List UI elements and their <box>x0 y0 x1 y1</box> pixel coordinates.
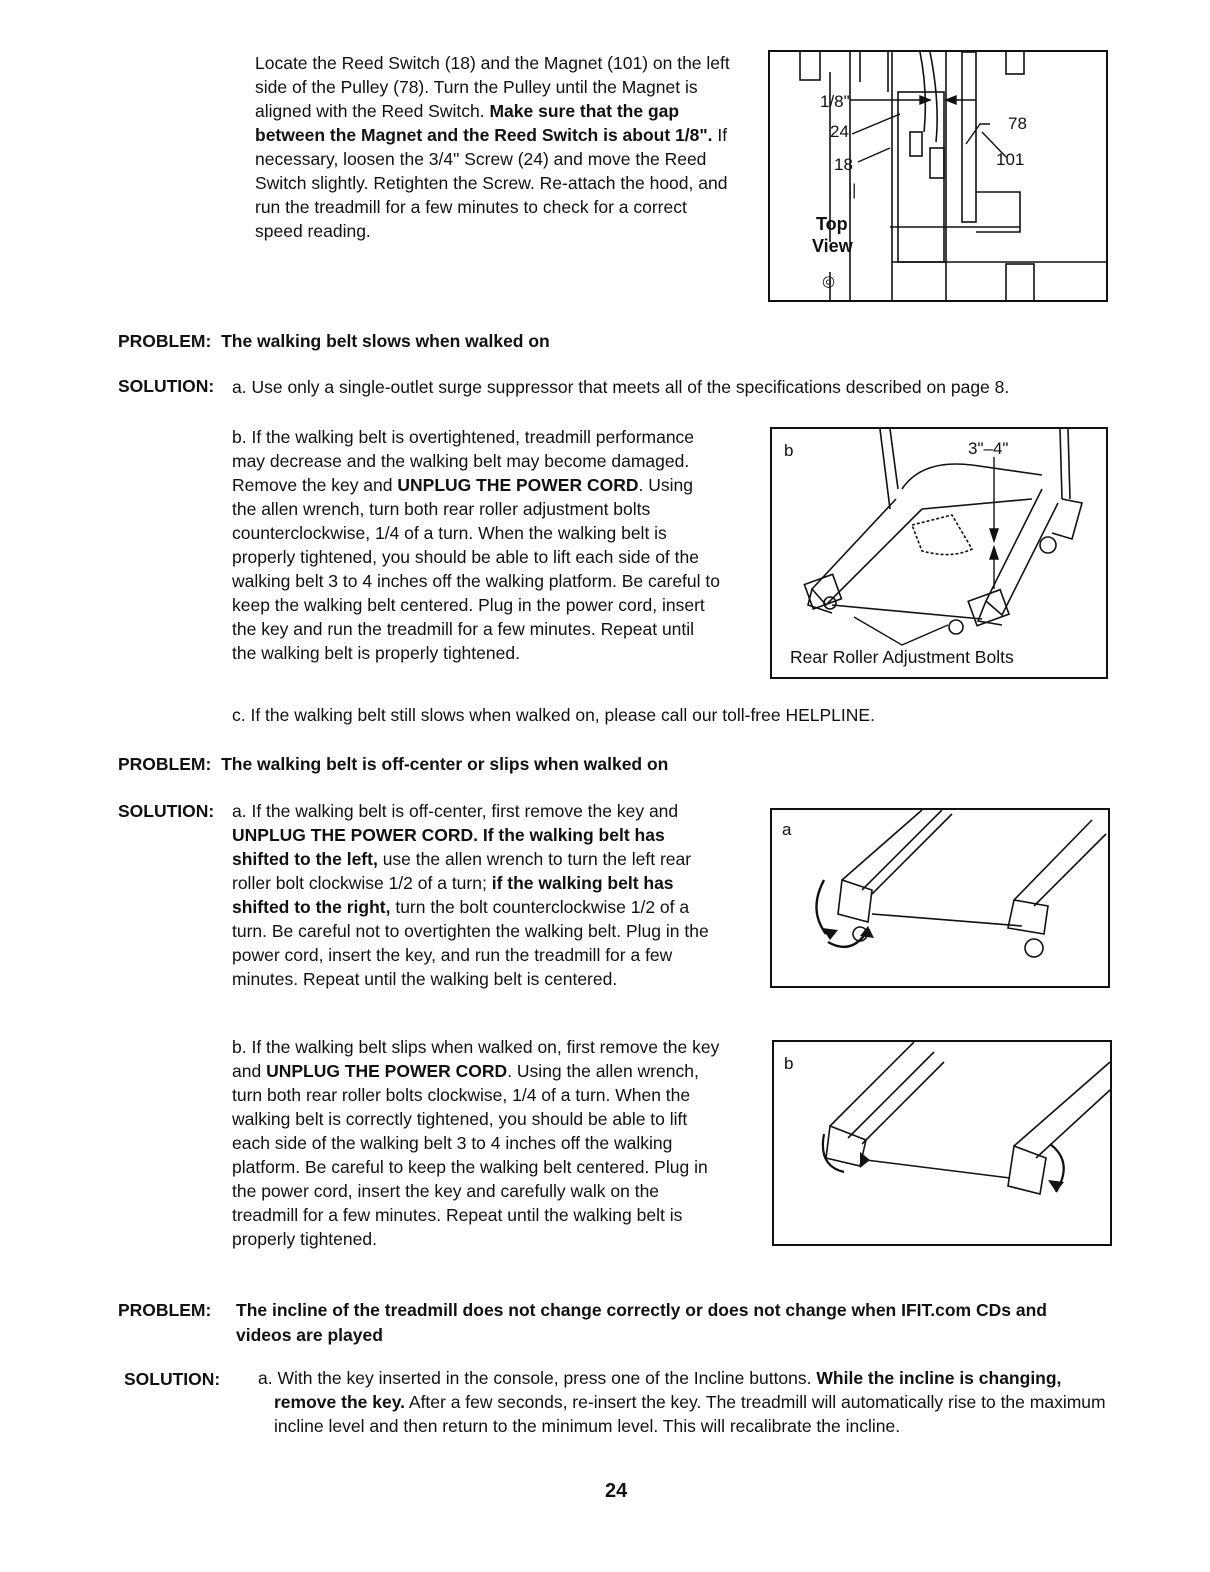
figure-letter-a: a <box>782 820 792 839</box>
problem3-label: PROBLEM: <box>118 1300 212 1320</box>
problem2-solution-label: SOLUTION: <box>118 801 215 821</box>
intro-paragraph: Locate the Reed Switch (18) and the Magnet (101) on the left side of the Pulley (78). Turn the Pulley until the Magnet is aligned with the Reed Switch. Make sure that the gap between the Magnet and the Reed Switch is about 1/8". If necessary, loosen the 3/4" Screw (24) and move the Reed Switch slightly. Retighten the Screw. Re-attach the hood, and run the treadmill for a few minutes to check for a correct speed reading. <box>255 53 730 241</box>
rear-roller-caption: Rear Roller Adjustment Bolts <box>790 647 1014 667</box>
problem2-heading: PROBLEM: The walking belt is off-center or slips when walked on <box>118 754 669 774</box>
reed-switch-label: 18 <box>834 155 853 174</box>
problem1-solution-label: SOLUTION: <box>118 376 215 396</box>
problem2-step-a: a. If the walking belt is off-center, first remove the key and UNPLUG THE POWER CORD. If the walking belt has shifted to the left, use the allen wrench to turn the left rear roller bolt clockwise 1/2 of a turn; if the walking belt has shifted to the right, turn the bolt counterclockwise 1/2 of a turn. Be careful not to overtighten the walking belt. Plug in the power cord, insert the key, and run the treadmill for a few minutes. Repeat until the walking belt is centered. <box>232 801 709 989</box>
part-symbol: ◎ <box>822 273 836 290</box>
problem1-step-c: c. If the walking belt still slows when walked on, please call our toll-free HELPLINE. <box>232 705 875 725</box>
figure-letter-b2: b <box>784 1054 794 1073</box>
gap-label: 1/8" <box>820 92 850 111</box>
equals-sign: || <box>848 182 857 199</box>
top-view-label-1: Top <box>816 214 848 234</box>
lift-measure-label: 3"–4" <box>968 439 1009 458</box>
page-number: 24 <box>605 1480 628 1502</box>
problem1-step-b: b. If the walking belt is overtightened, treadmill performance may decrease and the walking belt may become damaged. Remove the key and UNPLUG THE POWER CORD. Using the allen wrench, turn both rear roller adjustment bolts counterclockwise, 1/4 of a turn. When the walking belt is properly tightened, you should be able to lift each side of the walking belt 3 to 4 inches off the walking platform. Be careful to keep the walking belt centered. Plug in the power cord, insert the key and run the treadmill for a few minutes. Repeat until the walking belt is properly tightened. <box>232 427 721 663</box>
rear-roller-figure <box>770 427 1108 679</box>
problem3-title: The incline of the treadmill does not change correctly or does not change when IFIT.com CDs and videos are played <box>236 1300 1047 1345</box>
both-bolts-diagram <box>774 1042 1110 1244</box>
problem1-step-a: a. Use only a single-outlet surge suppressor that meets all of the specifications described on page 8. <box>232 377 1010 397</box>
pulley-diagram <box>770 52 1106 300</box>
problem3-solution-label: SOLUTION: <box>124 1369 221 1389</box>
top-view-label-2: View <box>812 236 853 256</box>
screw-label: 24 <box>830 122 849 141</box>
problem1-heading: PROBLEM: The walking belt slows when walked on <box>118 331 550 351</box>
left-bolt-diagram <box>772 810 1108 986</box>
pulley-label: 78 <box>1008 114 1027 133</box>
figure-letter-b1: b <box>784 441 794 460</box>
treadmill-lift-diagram <box>772 429 1106 677</box>
slip-figure <box>772 1040 1112 1246</box>
magnet-label: 101 <box>996 150 1025 169</box>
problem2-step-b: b. If the walking belt slips when walked on, first remove the key and UNPLUG THE POWER CORD. Using the allen wrench, turn both rear roller bolts clockwise, 1/4 of a turn. When the walking belt is correctly tightened, you should be able to lift each side of the walking belt 3 to 4 inches off the walking platform. Be careful to keep the walking belt centered. Plug in the power cord, insert the key and carefully walk on the treadmill for a few minutes. Repeat until the walking belt is properly tightened. <box>232 1037 720 1249</box>
off-center-figure <box>770 808 1110 988</box>
problem3-step-a: a. With the key inserted in the console, press one of the Incline buttons. While the incline is changing, remove the key. After a few seconds, re-insert the key. The treadmill will automatically rise to the maximum incline level and then return to the minimum level. This will recalibrate the incline. <box>258 1368 1106 1436</box>
top-view-figure <box>768 50 1108 302</box>
